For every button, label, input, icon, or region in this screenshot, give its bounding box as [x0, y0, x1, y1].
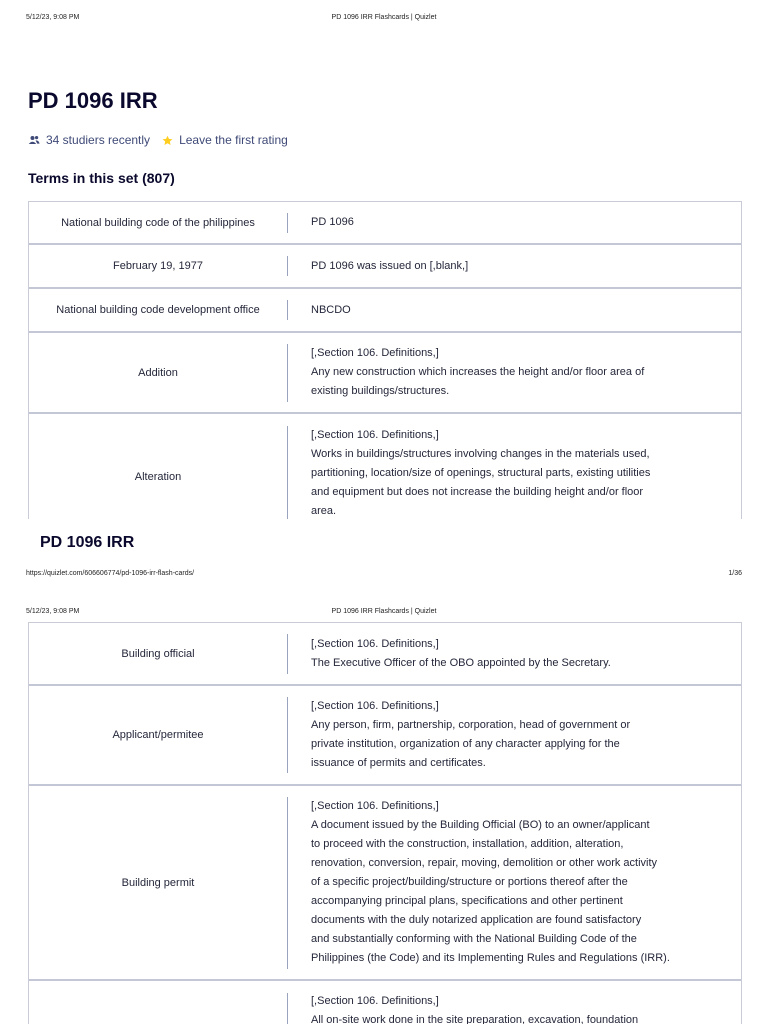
- definition-line: A document issued by the Building Official (BO) to an owner/applicant: [311, 819, 650, 831]
- definition-line: Any new construction which increases the height and/or floor area of: [311, 366, 645, 378]
- card-row: [29, 786, 741, 981]
- card-term: Addition: [138, 366, 178, 379]
- print-header: [26, 14, 742, 26]
- card-term: Applicant/permitee: [112, 729, 204, 741]
- card-definition: [288, 981, 741, 1024]
- definition-line: NBCDO: [311, 303, 351, 316]
- card-list-page-1: [28, 201, 742, 519]
- card-definition: [288, 786, 741, 979]
- definition-line: PD 1096: [311, 216, 354, 228]
- print-url: https://quizlet.com/606606774/pd-1096-irr-flash-cards/: [26, 570, 195, 577]
- definition-line: to proceed with the construction, installation, addition, alteration,: [311, 838, 624, 850]
- card-definition: [288, 623, 741, 684]
- print-page-title: PD 1096 IRR Flashcards | Quizlet: [331, 14, 437, 21]
- studiers-link[interactable]: [28, 133, 150, 147]
- definition-line: [,Section 106. Definitions,]: [311, 995, 439, 1007]
- print-date: 5/12/23, 9:08 PM: [26, 14, 80, 21]
- definition-line: [,Section 106. Definitions,]: [311, 800, 439, 812]
- card-definition: [288, 333, 741, 412]
- definition-line: renovation, conversion, repair, moving, demolition or other work activity: [311, 857, 658, 869]
- print-footer: [26, 570, 742, 582]
- users-icon: [28, 135, 40, 145]
- definition-line: [,Section 106. Definitions,]: [311, 637, 439, 650]
- card-row: [29, 333, 741, 414]
- studiers-count: 34 studiers recently: [46, 133, 151, 147]
- star-icon: [162, 135, 173, 146]
- definition-line: area.: [311, 505, 337, 517]
- definition-line: Works in buildings/structures involving changes in the materials used,: [311, 448, 650, 460]
- definition-line: Philippines (the Code) and its Implementing Rules and Regulations (IRR).: [311, 952, 670, 964]
- card-definition: [288, 414, 741, 519]
- footer-set-title: PD 1096 IRR: [40, 534, 135, 551]
- print-header: [26, 608, 742, 620]
- definition-line: PD 1096 was issued on [,blank,]: [311, 259, 469, 272]
- definition-line: existing buildings/structures.: [311, 385, 450, 397]
- definition-line: of a specific project/building/structure or portions thereof after the: [311, 876, 628, 888]
- card-row: [29, 686, 741, 786]
- definition-line: partitioning, location/size of openings, structural parts, existing utilities: [311, 467, 651, 479]
- definition-line: issuance of permits and certificates.: [311, 757, 486, 769]
- definition-line: accompanying principal plans, specifications and other pertinent: [311, 895, 623, 907]
- definition-line: All on-site work done in the site preparation, excavation, foundation: [311, 1014, 639, 1024]
- definition-line: Any person, firm, partnership, corporation, head of government or: [311, 719, 631, 731]
- card-definition: [288, 245, 741, 287]
- card-row: [29, 245, 741, 289]
- print-page-number: 1/36: [728, 570, 742, 577]
- card-row: [29, 414, 741, 519]
- print-page-title: PD 1096 IRR Flashcards | Quizlet: [331, 608, 437, 615]
- print-date: 5/12/23, 9:08 PM: [26, 608, 80, 615]
- card-row: [29, 201, 741, 245]
- terms-heading: Terms in this set (807): [28, 170, 175, 186]
- definition-line: private institution, organization of any character applying for the: [311, 738, 620, 750]
- definition-line: and substantially conforming with the National Building Code of the: [311, 933, 637, 945]
- definition-line: [,Section 106. Definitions,]: [311, 700, 439, 712]
- card-term: National building code development office: [56, 304, 260, 316]
- card-term: Building official: [121, 647, 195, 660]
- definition-line: [,Section 106. Definitions,]: [311, 347, 439, 359]
- definition-line: The Executive Officer of the OBO appointed by the Secretary.: [311, 656, 611, 669]
- definition-line: and equipment but does not increase the building height and/or floor: [311, 486, 644, 498]
- definition-line: [,Section 106. Definitions,]: [311, 429, 439, 441]
- rating-link[interactable]: [162, 133, 288, 147]
- set-title: PD 1096 IRR: [28, 88, 158, 113]
- card-definition: [288, 289, 741, 331]
- card-row: [29, 289, 741, 333]
- card-row: [29, 981, 741, 1024]
- card-term: National building code of the philippines: [61, 216, 255, 229]
- card-definition: [288, 202, 741, 243]
- card-term: February 19, 1977: [113, 260, 203, 272]
- set-meta: [28, 131, 288, 149]
- card-term: Building permit: [121, 876, 195, 889]
- card-list-page-2: [28, 622, 742, 1024]
- card-definition: [288, 686, 741, 784]
- card-row: [29, 622, 741, 686]
- rating-text: Leave the first rating: [179, 133, 288, 147]
- card-term: Alteration: [134, 471, 182, 483]
- definition-line: documents with the duly notarized application are found satisfactory: [311, 914, 642, 926]
